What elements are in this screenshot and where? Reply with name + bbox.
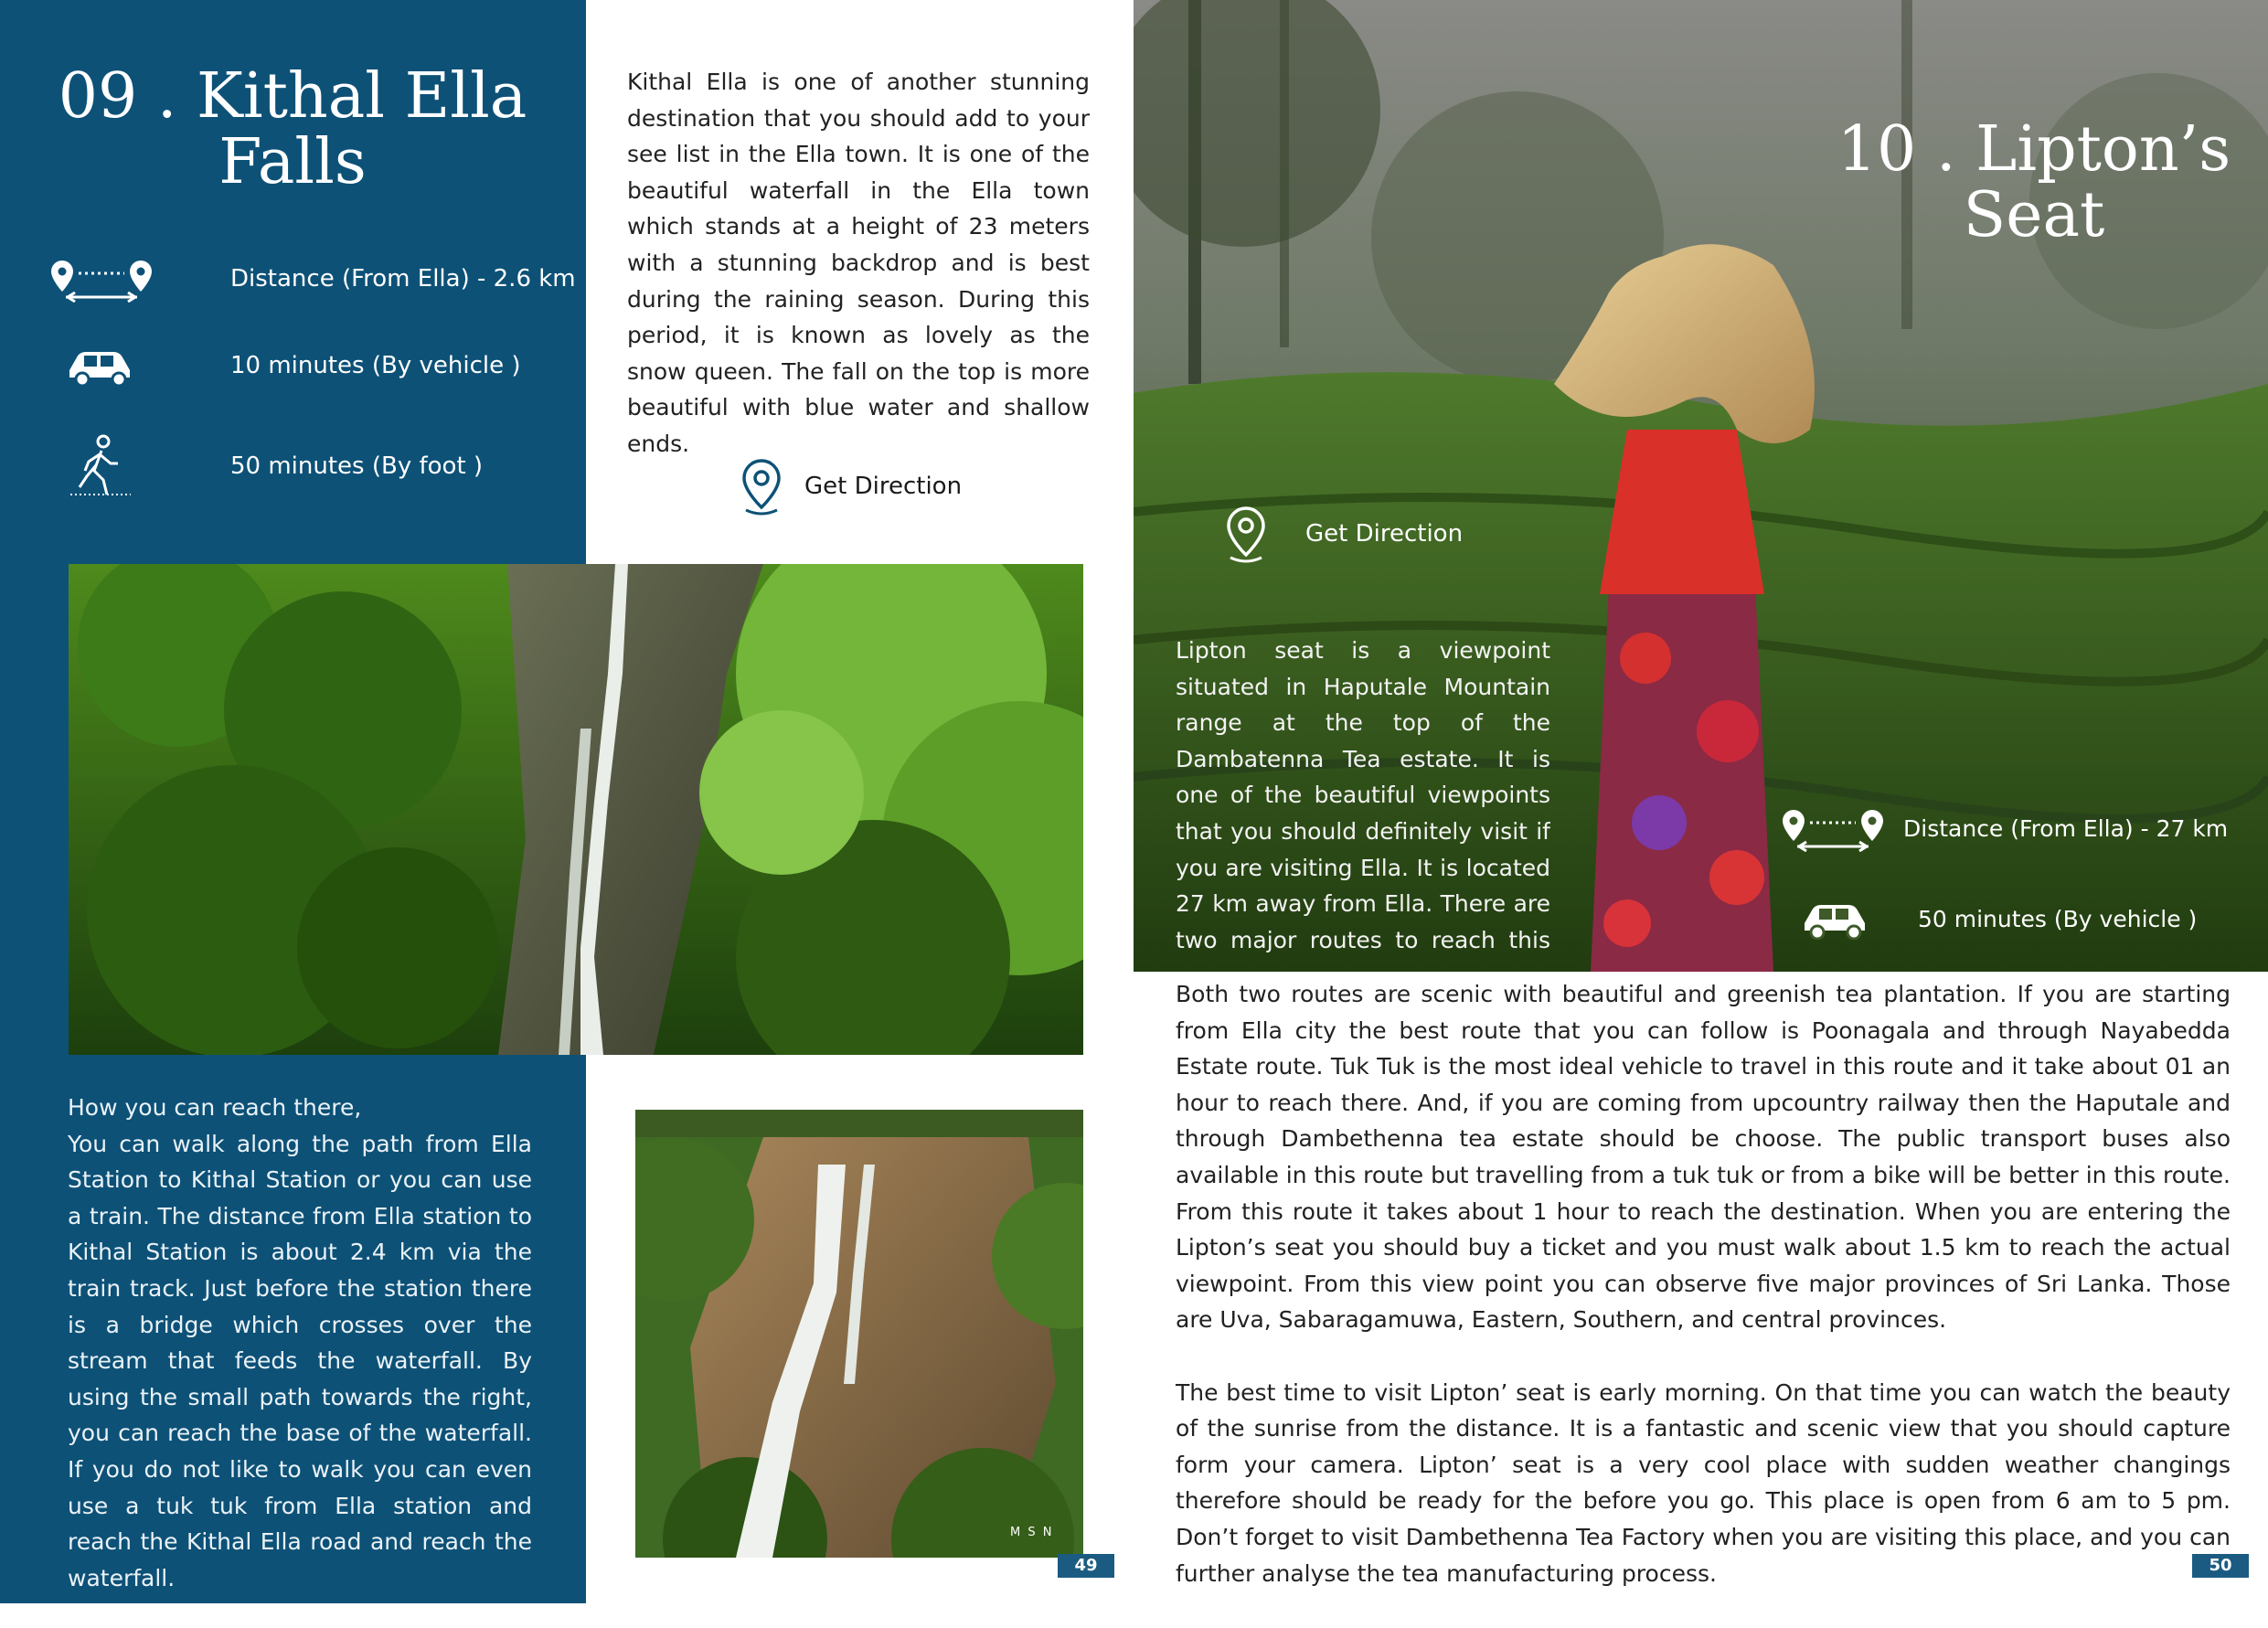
walking-person-icon — [46, 439, 155, 494]
title-line-1: 09 . Kithal Ella — [58, 60, 527, 133]
info-distance-lipton — [1777, 804, 2228, 852]
get-direction-label: Get Direction — [804, 473, 963, 500]
info-distance-lipton-text: Distance (From Ella) - 27 km — [1903, 814, 2229, 842]
info-distance-text: Distance (From Ella) - 2.6 km — [230, 265, 576, 293]
reach-heading: How you can reach there, — [68, 1094, 362, 1121]
kithal-ella-secondary-photo — [635, 1110, 1083, 1558]
photo-watermark: M S N — [1010, 1526, 1054, 1539]
info-vehicle-lipton — [1799, 898, 2197, 940]
liptons-seat-overlay-description: Lipton seat is a viewpoint situated in Haputale Mountain range at the top of the Dambatenna Tea estate. It is one of the beautiful viewpoints that you should definitely visit if you are visiting Ella. It is located 27 km away from Ella. There are two major routes to reach this — [1176, 637, 1550, 953]
get-direction-link-lipton[interactable] — [1223, 505, 1463, 563]
car-icon — [1799, 898, 1872, 940]
title-line-2: Seat — [1963, 179, 2105, 251]
reach-instructions — [68, 1090, 532, 1596]
body-paragraph-1: Both two routes are scenic with beautiful and greenish tea plantation. If you are starting from Ella city the best route that you can follow is Poonagala and through Nayabedda Estate route. Tuk Tuk is the most ideal vehicle to travel in this route and it take about 01 an hour to reach there. And, if you are coming from upcountry railway then the Haputale and through Dambethenna tea estate should be choose. The public transport buses also available in this route but travelling from a tuk tuk or from a bike will be better in this route. From this route it takes about 1 hour to reach the destination. When you are entering the Lipton’s seat you should buy a ticket and you must walk about 1.5 km to reach the actual viewpoint. From this view point you can observe five major provinces of Sri Lanka. Those are Uva, Sabaragamuwa, Eastern, Southern, and central provinces. — [1176, 981, 2231, 1334]
page-number-50: 50 — [2192, 1554, 2249, 1578]
info-vehicle — [46, 338, 521, 393]
page-number-49: 49 — [1058, 1554, 1114, 1578]
body-paragraph-2: The best time to visit Lipton’ seat is early morning. On that time you can watch the beauty of the sunrise from the distance. It is a fantastic and scenic view that you should capture form your camera. Lipton’ seat is a very cool place with sudden weather changings therefore should be ready for the before you go. This place is open from 6 am to 5 pm. Don’t forget to visit Dambethenna Tea Factory when you are visiting this place, and you can further analyse the tea manufacturing process. — [1176, 1378, 2231, 1587]
get-direction-link-kithal[interactable] — [739, 457, 962, 516]
kithal-ella-description: Kithal Ella is one of another stunning destination that you should add to your see list in the Ella town. It is one of the beautiful waterfall in the Ella town which stands at a height of 23 meters with a stunning backdrop and is best during the raining season. During this period, it is known as lovely as the snow queen. The fall on the top is more beautiful with blue water and shallow ends. — [627, 69, 1090, 457]
kithal-ella-waterfall-photo — [69, 564, 1083, 1055]
info-distance — [46, 251, 576, 306]
liptons-seat-body-text — [1176, 976, 2231, 1628]
info-foot-text: 50 minutes (By foot ) — [230, 452, 484, 480]
distance-pins-icon — [46, 251, 155, 306]
page-title-kithal-ella — [37, 60, 548, 198]
get-direction-label: Get Direction — [1305, 520, 1464, 548]
location-pin-icon — [1223, 505, 1269, 563]
reach-body: You can walk along the path from Ella Station to Kithal Station or you can use a train. The distance from Ella station to Kithal Station is about 2.4 km via the train track. Just before the station there is a bridge which crosses over the stream that feeds the waterfall. By using the small path towards the right, you can reach the base of the waterfall. If you do not like to walk you can even use a tuk tuk from Ella station and reach the Kithal Ella road and reach the waterfall. — [68, 1130, 532, 1591]
title-line-2: Falls — [218, 126, 367, 198]
title-line-1: 10 . Lipton’s — [1837, 113, 2231, 186]
car-icon — [46, 338, 155, 393]
info-vehicle-lipton-text: 50 minutes (By vehicle ) — [1918, 905, 2198, 932]
info-vehicle-text: 10 minutes (By vehicle ) — [230, 352, 521, 379]
page-title-liptons-seat — [1810, 113, 2258, 251]
info-foot — [46, 439, 483, 494]
location-pin-icon — [739, 457, 784, 516]
distance-pins-icon — [1777, 804, 1887, 852]
